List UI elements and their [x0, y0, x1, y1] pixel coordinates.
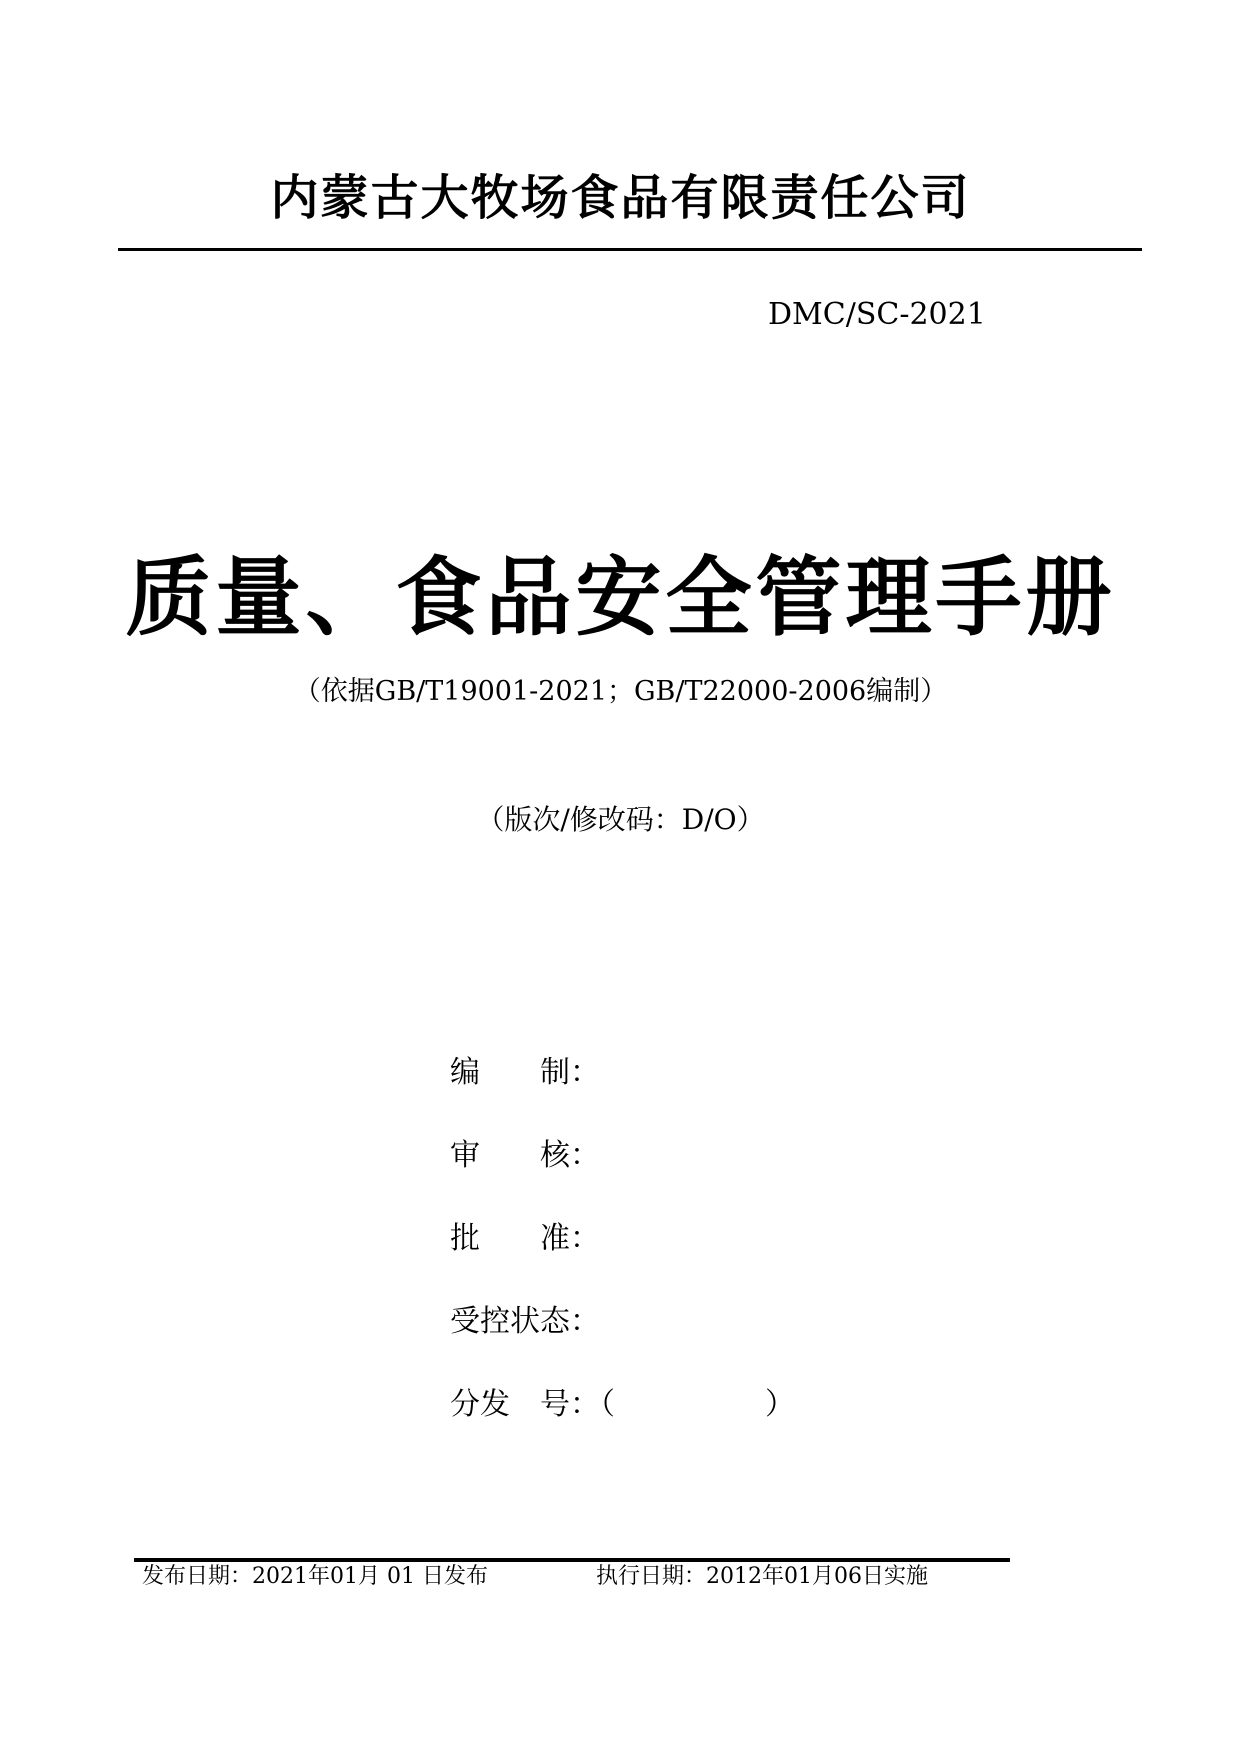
distribution-number-field: 分发 号：（ ）	[450, 1387, 795, 1422]
header-divider	[118, 248, 1142, 251]
effective-date: 执行日期：2012年01月06日实施	[596, 1564, 928, 1589]
control-status-field: 受控状态：	[450, 1304, 600, 1339]
standards-basis: （依据GB/T19001-2021；GB/T22000-2006编制）	[293, 676, 948, 707]
compiled-by-field: 编 制：	[450, 1055, 600, 1090]
document-title: 质量、食品安全管理手册	[125, 547, 1116, 648]
footer-divider	[134, 1558, 1010, 1562]
approved-by-field: 批 准：	[450, 1221, 600, 1256]
version-code: （版次/修改码：D/O）	[476, 803, 765, 836]
reviewed-by-field: 审 核：	[450, 1138, 600, 1173]
company-name: 内蒙古大牧场食品有限责任公司	[270, 170, 971, 226]
issue-date: 发布日期：2021年01月 01 日发布	[142, 1564, 488, 1589]
document-code: DMC/SC-2021	[768, 297, 986, 332]
